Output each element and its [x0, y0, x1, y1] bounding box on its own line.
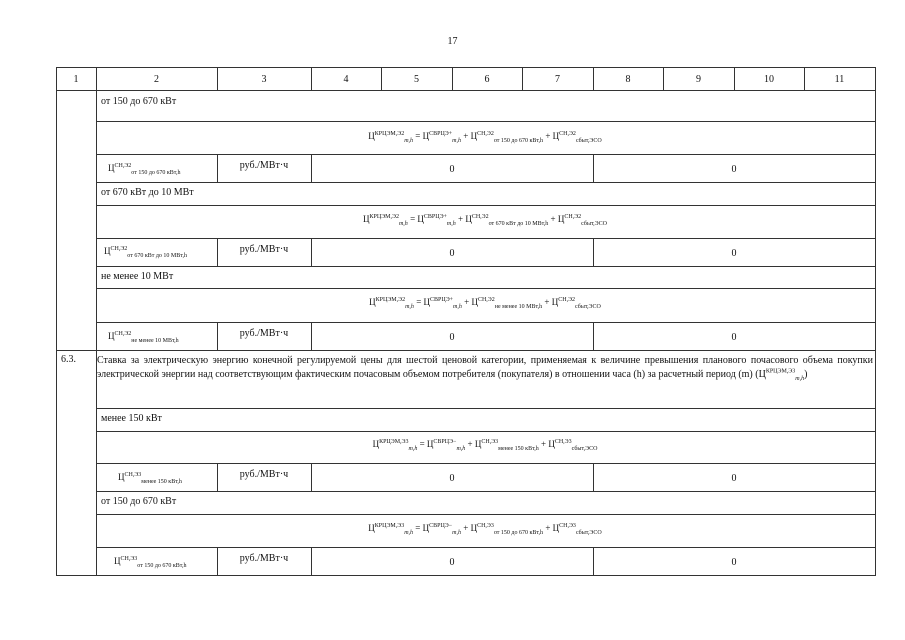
- header-col-10: 10: [764, 74, 774, 85]
- row-divider: [217, 154, 218, 182]
- value-cell: 0: [731, 557, 737, 568]
- row-divider: [217, 238, 218, 266]
- row-divider: [593, 547, 594, 575]
- section-range-title: от 670 кВт до 10 МВт: [101, 187, 194, 198]
- row-divider: [96, 491, 876, 492]
- formula: $Ц^{КРЦЭМ,Э2}_{m,h} = Ц^{СВРЦЭ+}_{m,h} + Ц^{СН,Э2}_{не менее 10 МВт,h} + Ц^{СН,Э2}_{сбыт,ЭСО}$: [369, 297, 601, 310]
- header-bottom-border: [56, 90, 876, 91]
- header-col-2: 2: [154, 74, 159, 85]
- row-divider: [96, 547, 876, 548]
- row-divider: [96, 431, 876, 432]
- row-divider: [96, 408, 876, 409]
- unit-label: руб./МВт·ч: [239, 160, 289, 171]
- section-range-title: менее 150 кВт: [101, 413, 162, 424]
- header-col-9: 9: [696, 74, 701, 85]
- row-divider: [311, 154, 312, 182]
- row-divider: [311, 238, 312, 266]
- value-cell: 0: [731, 164, 737, 175]
- value-cell: 0: [731, 248, 737, 259]
- item-number: 6.3.: [61, 354, 76, 365]
- item-description: Ставка за электрическую энергию конечной регулируемой цены для шестой ценовой категории, применяемая к величине превышения планового почасового объема покупки электрической энергии над соответствующим фактическим почасовым объемом потребителя (покупателя) в отношении часа (h) за расчетный период (m) $(Ц^{КРЦЭМ,Э3}_{m,h})$: [97, 355, 873, 382]
- section-range-title: от 150 до 670 кВт: [101, 96, 177, 107]
- row-divider: [96, 288, 876, 289]
- row-divider: [217, 547, 218, 575]
- row-divider: [96, 514, 876, 515]
- header-col-11: 11: [834, 74, 845, 85]
- header-col-7: 7: [555, 74, 560, 85]
- formula: $Ц^{КРЦЭМ,Э2}_{m,h} = Ц^{СВРЦЭ+}_{m,h} + Ц^{СН,Э2}_{от 150 до 670 кВт,h} + Ц^{СН,Э2}_{сбыт,ЭСО}$: [368, 131, 602, 144]
- table-bottom-border: [56, 575, 876, 576]
- unit-label: руб./МВт·ч: [239, 469, 289, 480]
- row-label: $Ц^{СН,Э2}_{от 150 до 670 кВт,h}$: [108, 163, 181, 176]
- page-number: 17: [447, 36, 458, 47]
- value-cell: 0: [449, 473, 455, 484]
- row-label: $Ц^{СН,Э3}_{менее 150 кВт,h}$: [118, 472, 182, 485]
- row-divider: [593, 154, 594, 182]
- header-col-8: 8: [625, 74, 631, 85]
- value-cell: 0: [449, 332, 455, 343]
- row-label: $Ц^{СН,Э2}_{не менее 10 МВт,h}$: [108, 331, 179, 344]
- unit-label: руб./МВт·ч: [239, 244, 289, 255]
- row-divider: [96, 463, 876, 464]
- row-divider: [311, 547, 312, 575]
- header-col-1: 1: [73, 74, 79, 85]
- value-cell: 0: [449, 164, 455, 175]
- section-range-title: не менее 10 МВт: [101, 271, 174, 282]
- table-left-border: [56, 67, 57, 576]
- header-col-5: 5: [414, 74, 419, 85]
- value-cell: 0: [731, 332, 737, 343]
- row-divider: [311, 322, 312, 350]
- row-label: $Ц^{СН,Э2}_{от 670 кВт до 10 МВт,h}$: [104, 246, 187, 259]
- unit-label: руб./МВт·ч: [239, 553, 289, 564]
- formula: $Ц^{КРЦЭМ,Э2}_{m,h} = Ц^{СВРЦЭ+}_{m,h} + Ц^{СН,Э2}_{от 670 кВт до 10 МВт,h} + Ц^{СН,Э2}_{сбыт,ЭСО}$: [363, 214, 607, 227]
- formula: $Ц^{КРЦЭМ,Э3}_{m,h} = Ц^{СВРЦЭ-}_{m,h} + Ц^{СН,Э3}_{от 150 до 670 кВт,h} + Ц^{СН,Э3}_{сбыт,ЭСО}$: [368, 523, 602, 536]
- row-divider: [96, 238, 876, 239]
- row-divider: [593, 463, 594, 491]
- value-cell: 0: [449, 248, 455, 259]
- row-divider: [311, 463, 312, 491]
- formula: $Ц^{КРЦЭМ,Э3}_{m,h} = Ц^{СВРЦЭ-}_{m,h} + Ц^{СН,Э3}_{менее 150 кВт,h} + Ц^{СН,Э3}_{сбыт,ЭСО}$: [372, 439, 598, 452]
- header-col-3: 3: [261, 74, 267, 85]
- row-divider: [96, 266, 876, 267]
- row-divider: [96, 154, 876, 155]
- row-divider: [593, 322, 594, 350]
- row-divider: [217, 463, 218, 491]
- value-cell: 0: [731, 473, 737, 484]
- value-cell: 0: [449, 557, 455, 568]
- row-divider: [96, 182, 876, 183]
- table-top-border: [56, 67, 876, 68]
- row-divider: [593, 238, 594, 266]
- row-divider: [96, 205, 876, 206]
- header-col-6: 6: [484, 74, 490, 85]
- row-label: $Ц^{СН,Э3}_{от 150 до 670 кВт,h}$: [114, 556, 187, 569]
- row-divider: [96, 322, 876, 323]
- section-range-title: от 150 до 670 кВт: [101, 496, 177, 507]
- unit-label: руб./МВт·ч: [239, 328, 289, 339]
- header-col-4: 4: [343, 74, 349, 85]
- row-divider: [217, 322, 218, 350]
- section-divider: [56, 350, 876, 351]
- row-divider: [96, 121, 876, 122]
